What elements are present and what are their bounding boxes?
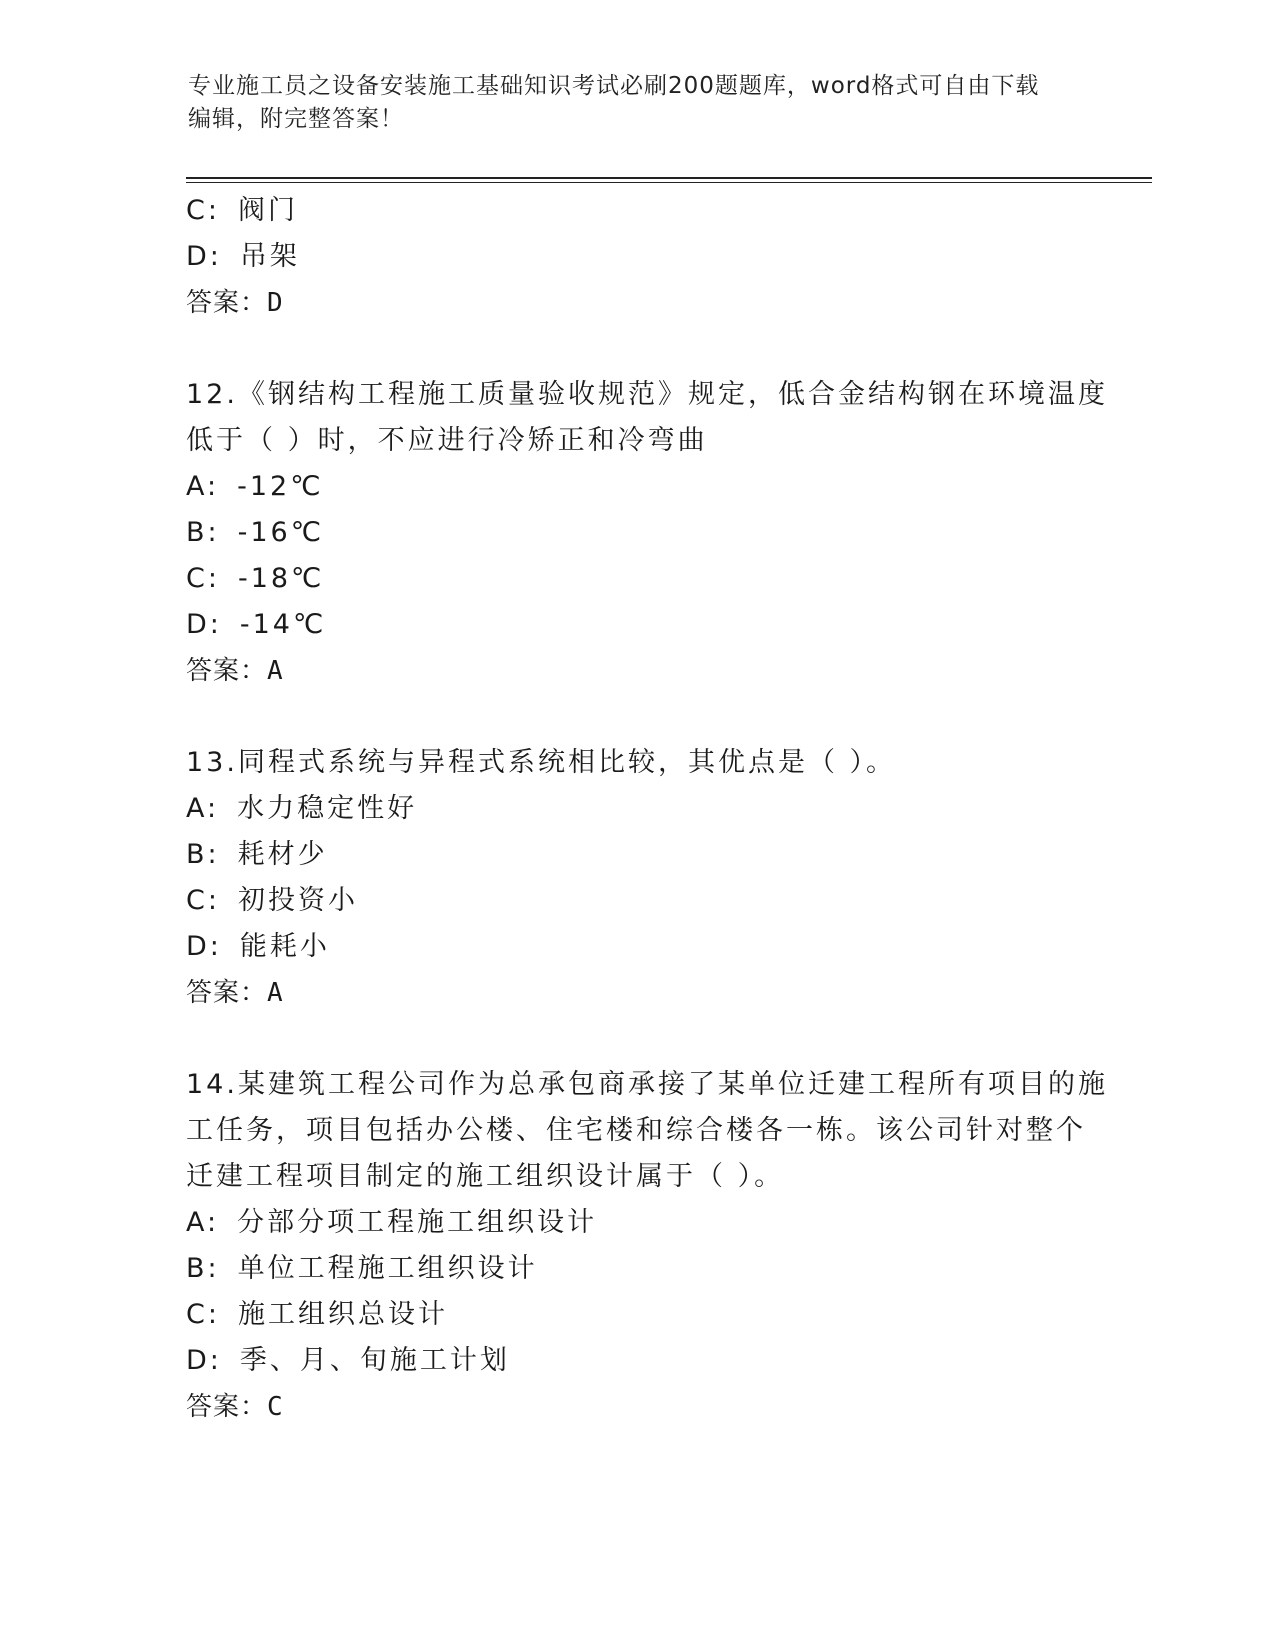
question-text-line: 13.同程式系统与异程式系统相比较，其优点是（ ）。	[186, 747, 897, 778]
spacer	[186, 694, 1086, 740]
answer-label: 答案：	[186, 978, 268, 1008]
answer-line	[186, 280, 1086, 326]
spacer	[186, 326, 1086, 372]
option-text: 阀门	[237, 195, 298, 226]
option-line	[186, 602, 1086, 648]
option-key: C:	[186, 1299, 220, 1330]
answer-value: C	[267, 1392, 284, 1422]
option-line	[186, 188, 1086, 234]
option-text: 耗材少	[237, 839, 328, 870]
question-text-line: 工任务，项目包括办公楼、住宅楼和综合楼各一栋。该公司针对整个	[186, 1115, 1086, 1146]
option-key: D:	[186, 241, 222, 272]
option-text: 单位工程施工组织设计	[237, 1253, 538, 1284]
option-key: D:	[186, 1345, 222, 1376]
answer-value: D	[267, 288, 284, 318]
option-line	[186, 556, 1086, 602]
option-key: A:	[186, 1207, 220, 1238]
prev-question-block	[186, 188, 1086, 326]
question-block-12	[186, 372, 1108, 694]
header-line-2: 编辑，附完整答案！	[188, 106, 404, 132]
header-line-1: 专业施工员之设备安装施工基础知识考试必刷200题题库，word格式可自由下载	[188, 73, 1040, 99]
option-line	[186, 1200, 1086, 1246]
header-rule-thin	[186, 182, 1152, 183]
option-key: D:	[186, 609, 222, 640]
header-rule-thick	[186, 177, 1152, 179]
answer-label: 答案：	[186, 1392, 268, 1422]
option-text: 水力稳定性好	[237, 793, 418, 824]
option-line	[186, 510, 1086, 556]
option-line	[186, 464, 1086, 510]
answer-line	[186, 970, 1086, 1016]
question-block-14	[186, 1062, 1108, 1430]
option-key: B:	[186, 517, 220, 548]
option-text: 分部分项工程施工组织设计	[237, 1207, 598, 1238]
question-text-line: 低于（ ）时，不应进行冷矫正和冷弯曲	[186, 425, 708, 456]
option-line	[186, 786, 1086, 832]
option-text: 吊架	[239, 241, 300, 272]
question-block-13	[186, 740, 1086, 1016]
question-text-line: 14.某建筑工程公司作为总承包商承接了某单位迁建工程所有项目的施	[186, 1069, 1108, 1100]
option-key: C:	[186, 563, 220, 594]
option-key: A:	[186, 793, 220, 824]
spacer	[186, 1016, 1086, 1062]
option-line	[186, 1292, 1086, 1338]
answer-line	[186, 1384, 1086, 1430]
page-header	[188, 70, 1088, 136]
option-text: 季、月、旬施工计划	[239, 1345, 510, 1376]
answer-label: 答案：	[186, 656, 268, 686]
option-line	[186, 924, 1086, 970]
option-key: B:	[186, 839, 220, 870]
option-text: -14℃	[239, 609, 327, 640]
option-line	[186, 878, 1086, 924]
option-line	[186, 1246, 1086, 1292]
option-text: 能耗小	[239, 931, 330, 962]
answer-value: A	[267, 656, 284, 686]
answer-line	[186, 648, 1086, 694]
answer-value: A	[267, 978, 284, 1008]
option-key: C:	[186, 195, 220, 226]
option-text: -18℃	[237, 563, 325, 594]
answer-label: 答案：	[186, 288, 268, 318]
question-text-line: 12.《钢结构工程施工质量验收规范》规定，低合金结构钢在环境温度	[186, 379, 1108, 410]
option-key: B:	[186, 1253, 220, 1284]
option-text: 初投资小	[237, 885, 358, 916]
option-key: C:	[186, 885, 220, 916]
option-text: -12℃	[237, 471, 324, 502]
option-line	[186, 234, 1086, 280]
option-key: A:	[186, 471, 220, 502]
option-text: -16℃	[237, 517, 325, 548]
option-text: 施工组织总设计	[237, 1299, 448, 1330]
option-line	[186, 832, 1086, 878]
option-key: D:	[186, 931, 222, 962]
option-line	[186, 1338, 1086, 1384]
question-text-line: 迁建工程项目制定的施工组织设计属于（ ）。	[186, 1161, 785, 1192]
question-content	[186, 188, 1108, 1430]
